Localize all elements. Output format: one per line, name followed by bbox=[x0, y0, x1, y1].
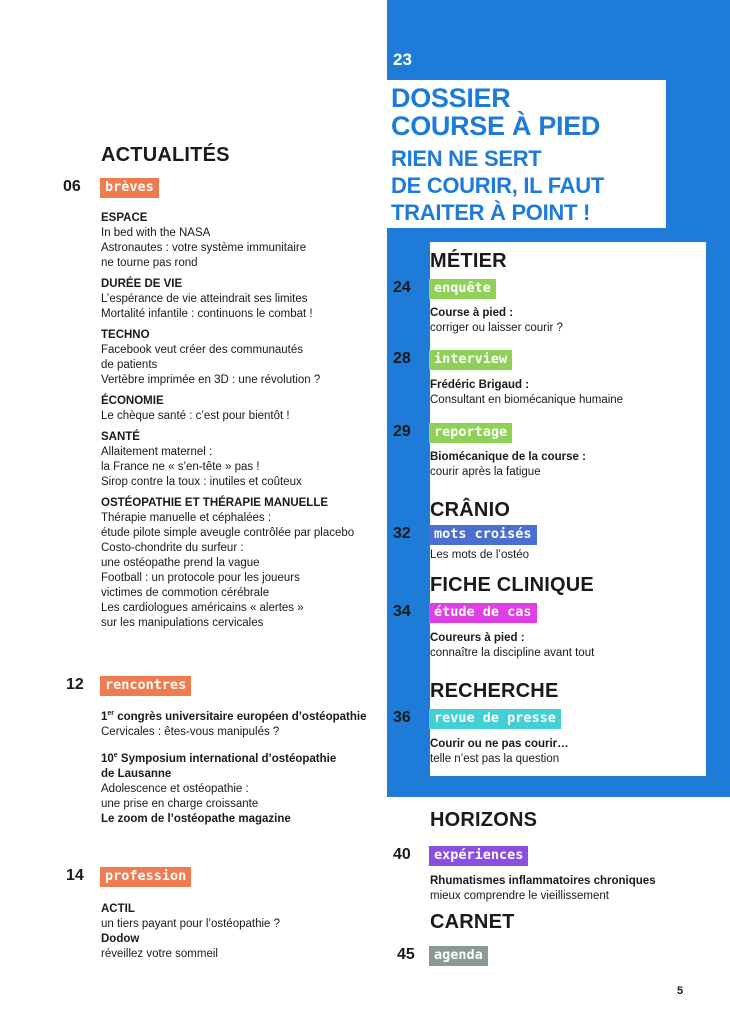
tag-interview[interactable]: interview bbox=[429, 350, 512, 370]
list-heading: OSTÉOPATHIE ET THÉRAPIE MANUELLE bbox=[101, 497, 329, 509]
article-item[interactable]: Frédéric Brigaud : Consultant en biomécanique humaine bbox=[430, 379, 624, 406]
list-heading: ESPACE bbox=[101, 212, 148, 224]
list-item[interactable]: Astronautes : votre système immunitaire bbox=[101, 242, 307, 254]
list-item[interactable]: Le zoom de l’ostéopathe magazine bbox=[101, 813, 291, 825]
list-heading: SANTÉ bbox=[101, 431, 140, 443]
article-item[interactable]: Course à pied : corriger ou laisser courir ? bbox=[430, 307, 563, 334]
page-number: 36 bbox=[393, 709, 411, 726]
page-number: 24 bbox=[393, 279, 411, 296]
profession-list bbox=[101, 902, 280, 962]
rencontres-list bbox=[101, 710, 366, 827]
page-number: 45 bbox=[397, 946, 415, 963]
list-item[interactable]: sur les manipulations cervicales bbox=[101, 617, 264, 629]
list-heading: Dodow bbox=[101, 933, 140, 945]
tag-breves[interactable]: brèves bbox=[100, 178, 159, 198]
section-metier: MÉTIER bbox=[430, 250, 507, 272]
list-item[interactable]: Costo-chondrite du surfeur : bbox=[101, 542, 244, 554]
list-item[interactable]: un tiers payant pour l’ostéopathie ? bbox=[101, 918, 281, 930]
list-item[interactable]: Le chèque santé : c’est pour bientôt ! bbox=[101, 410, 290, 422]
list-item[interactable]: réveillez votre sommeil bbox=[101, 948, 218, 960]
tag-enquete[interactable]: enquête bbox=[429, 279, 496, 299]
section-horizons: HORIZONS bbox=[430, 809, 538, 831]
tag-mots-croises[interactable]: mots croisés bbox=[429, 525, 537, 545]
list-item[interactable]: étude pilote simple aveugle contrôlée par placebo bbox=[101, 527, 355, 539]
section-recherche: RECHERCHE bbox=[430, 680, 559, 702]
list-item[interactable]: 10e Symposium international d’ostéopathie bbox=[101, 752, 337, 765]
list-item[interactable]: Allaitement maternel : bbox=[101, 446, 213, 458]
section-actualites: ACTUALITÉS bbox=[101, 144, 230, 166]
page-number: 12 bbox=[66, 676, 84, 693]
folio-page-number: 5 bbox=[677, 985, 684, 997]
tag-experiences[interactable]: expériences bbox=[429, 846, 528, 866]
dossier-subtitle: RIEN NE SERT DE COURIR, IL FAUT TRAITER À POINT ! bbox=[391, 146, 604, 225]
list-item[interactable]: victimes de commotion cérébrale bbox=[101, 587, 270, 599]
list-item[interactable]: ne tourne pas rond bbox=[101, 257, 198, 269]
list-item[interactable]: de patients bbox=[101, 359, 158, 371]
list-heading: ÉCONOMIE bbox=[101, 395, 164, 407]
article-item[interactable]: Courir ou ne pas courir… telle n’est pas la question bbox=[430, 738, 569, 765]
list-item: une prise en charge croissante bbox=[101, 798, 259, 810]
tag-revue-de-presse[interactable]: revue de presse bbox=[429, 709, 561, 729]
article-item[interactable]: Rhumatismes inflammatoires chroniques mieux comprendre le vieillissement bbox=[430, 875, 656, 902]
section-fiche-clinique: FICHE CLINIQUE bbox=[430, 574, 594, 596]
article-item[interactable]: Biomécanique de la course : courir après la fatigue bbox=[430, 451, 586, 478]
actualites-list bbox=[101, 211, 354, 631]
tag-agenda[interactable]: agenda bbox=[429, 946, 488, 966]
section-cranio: CRÂNIO bbox=[430, 499, 511, 521]
list-item[interactable]: Vertèbre imprimée en 3D : une révolution ? bbox=[101, 374, 321, 386]
dossier-page-number: 23 bbox=[393, 50, 412, 69]
article-item[interactable]: Coureurs à pied : connaître la discipline avant tout bbox=[430, 632, 595, 659]
tag-reportage[interactable]: reportage bbox=[429, 423, 512, 443]
list-item[interactable]: Cervicales : êtes-vous manipulés ? bbox=[101, 726, 280, 738]
list-heading: TECHNO bbox=[101, 329, 150, 341]
list-item[interactable]: Facebook veut créer des communautés bbox=[101, 344, 303, 356]
dossier-title[interactable]: DOSSIER COURSE À PIED bbox=[391, 83, 601, 141]
page-number: 34 bbox=[393, 603, 411, 620]
article-item[interactable]: Les mots de l’ostéo bbox=[430, 549, 530, 561]
list-item[interactable]: Football : un protocole pour les joueurs bbox=[101, 572, 300, 584]
list-item[interactable]: Adolescence et ostéopathie : bbox=[101, 783, 249, 795]
page-number: 06 bbox=[63, 178, 81, 195]
list-item[interactable]: Mortalité infantile : continuons le combat ! bbox=[101, 308, 313, 320]
list-heading: DURÉE DE VIE bbox=[101, 278, 183, 290]
list-item[interactable]: une ostéopathe prend la vague bbox=[101, 557, 260, 569]
page-number: 28 bbox=[393, 350, 411, 367]
list-item[interactable]: L’espérance de vie atteindrait ses limites bbox=[101, 293, 308, 305]
list-item[interactable]: 1er congrès universitaire européen d’ostéopathie bbox=[101, 710, 367, 723]
list-item: de Lausanne bbox=[101, 768, 172, 780]
list-item[interactable]: la France ne « s’en-tête » pas ! bbox=[101, 461, 260, 473]
list-heading: ACTIL bbox=[101, 903, 135, 915]
tag-etude-de-cas[interactable]: étude de cas bbox=[429, 603, 537, 623]
list-item[interactable]: Les cardiologues américains « alertes » bbox=[101, 602, 304, 614]
page-number: 40 bbox=[393, 846, 411, 863]
list-item[interactable]: In bed with the NASA bbox=[101, 227, 211, 239]
list-item[interactable]: Thérapie manuelle et céphalées : bbox=[101, 512, 272, 524]
section-carnet: CARNET bbox=[430, 911, 515, 933]
page-number: 29 bbox=[393, 423, 411, 440]
list-item[interactable]: Sirop contre la toux : inutiles et coûteux bbox=[101, 476, 302, 488]
page-number: 32 bbox=[393, 525, 411, 542]
page-number: 14 bbox=[66, 867, 84, 884]
tag-profession[interactable]: profession bbox=[100, 867, 191, 887]
tag-rencontres[interactable]: rencontres bbox=[100, 676, 191, 696]
